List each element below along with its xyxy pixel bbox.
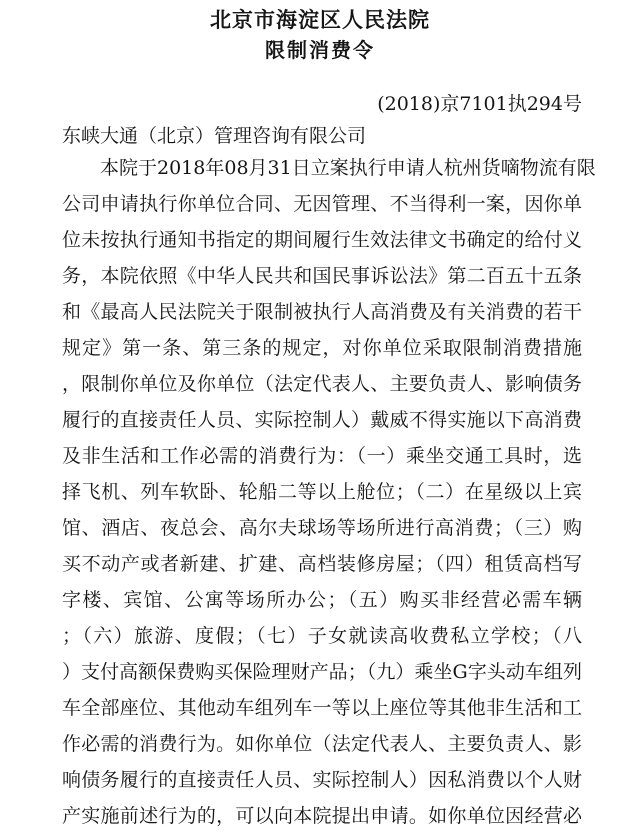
body-line: 车全部座位、其他动车组列车一等以上座位等其他非生活和工 [62,697,582,719]
body-line: 馆、酒店、夜总会、高尔夫球场等场所进行高消费；（三）购 [62,517,582,539]
body-line: 产实施前述行为的，可以向本院提出申请。如你单位因经营必 [62,805,582,827]
body-line: ；（六）旅游、度假；（七）子女就读高收费私立学校；（八 [62,625,582,647]
addressee: 东峡大通（北京）管理咨询有限公司 [62,125,367,147]
body-line: ，限制你单位及你单位（法定代表人、主要负责人、影响债务 [62,373,582,395]
body-line: 规定》第一条、第三条的规定，对你单位采取限制消费措施 [62,337,582,359]
case-number: (2018)京7101执294号 [377,93,582,115]
order-body [62,150,596,834]
body-line: ）支付高额保费购买保险理财产品；（九）乘坐G字头动车组列 [62,661,582,683]
body-line: 响债务履行的直接责任人员、实际控制人）因私消费以个人财 [62,769,582,791]
body-line: 公司申请执行你单位合同、无因管理、不当得利一案，因你单 [62,193,582,215]
body-line: 作必需的消费行为。如你单位（法定代表人、主要负责人、影 [62,733,582,755]
court-name-heading: 北京市海淀区人民法院 [210,7,430,32]
body-line: 履行的直接责任人员、实际控制人）戴威不得实施以下高消费 [62,409,582,431]
body-line: 买不动产或者新建、扩建、高档装修房屋；（四）租赁高档写 [62,553,582,575]
body-line: 位未按执行通知书指定的期间履行生效法律文书确定的给付义 [62,229,582,251]
body-line: 及非生活和工作必需的消费行为：（一）乘坐交通工具时，选 [62,445,582,467]
body-line: 和《最高人民法院关于限制被执行人高消费及有关消费的若干 [62,301,582,323]
body-line: 本院于2018年08月31日立案执行申请人杭州货嘀物流有限 [100,157,596,179]
document-title: 限制消费令 [265,38,375,62]
body-line: 字楼、宾馆、公寓等场所办公；（五）购买非经营必需车辆 [62,589,582,611]
body-line: 择飞机、列车软卧、轮船二等以上舱位；（二）在星级以上宾 [62,481,582,503]
body-line: 务，本院依照《中华人民共和国民事诉讼法》第二百五十五条 [62,265,582,287]
